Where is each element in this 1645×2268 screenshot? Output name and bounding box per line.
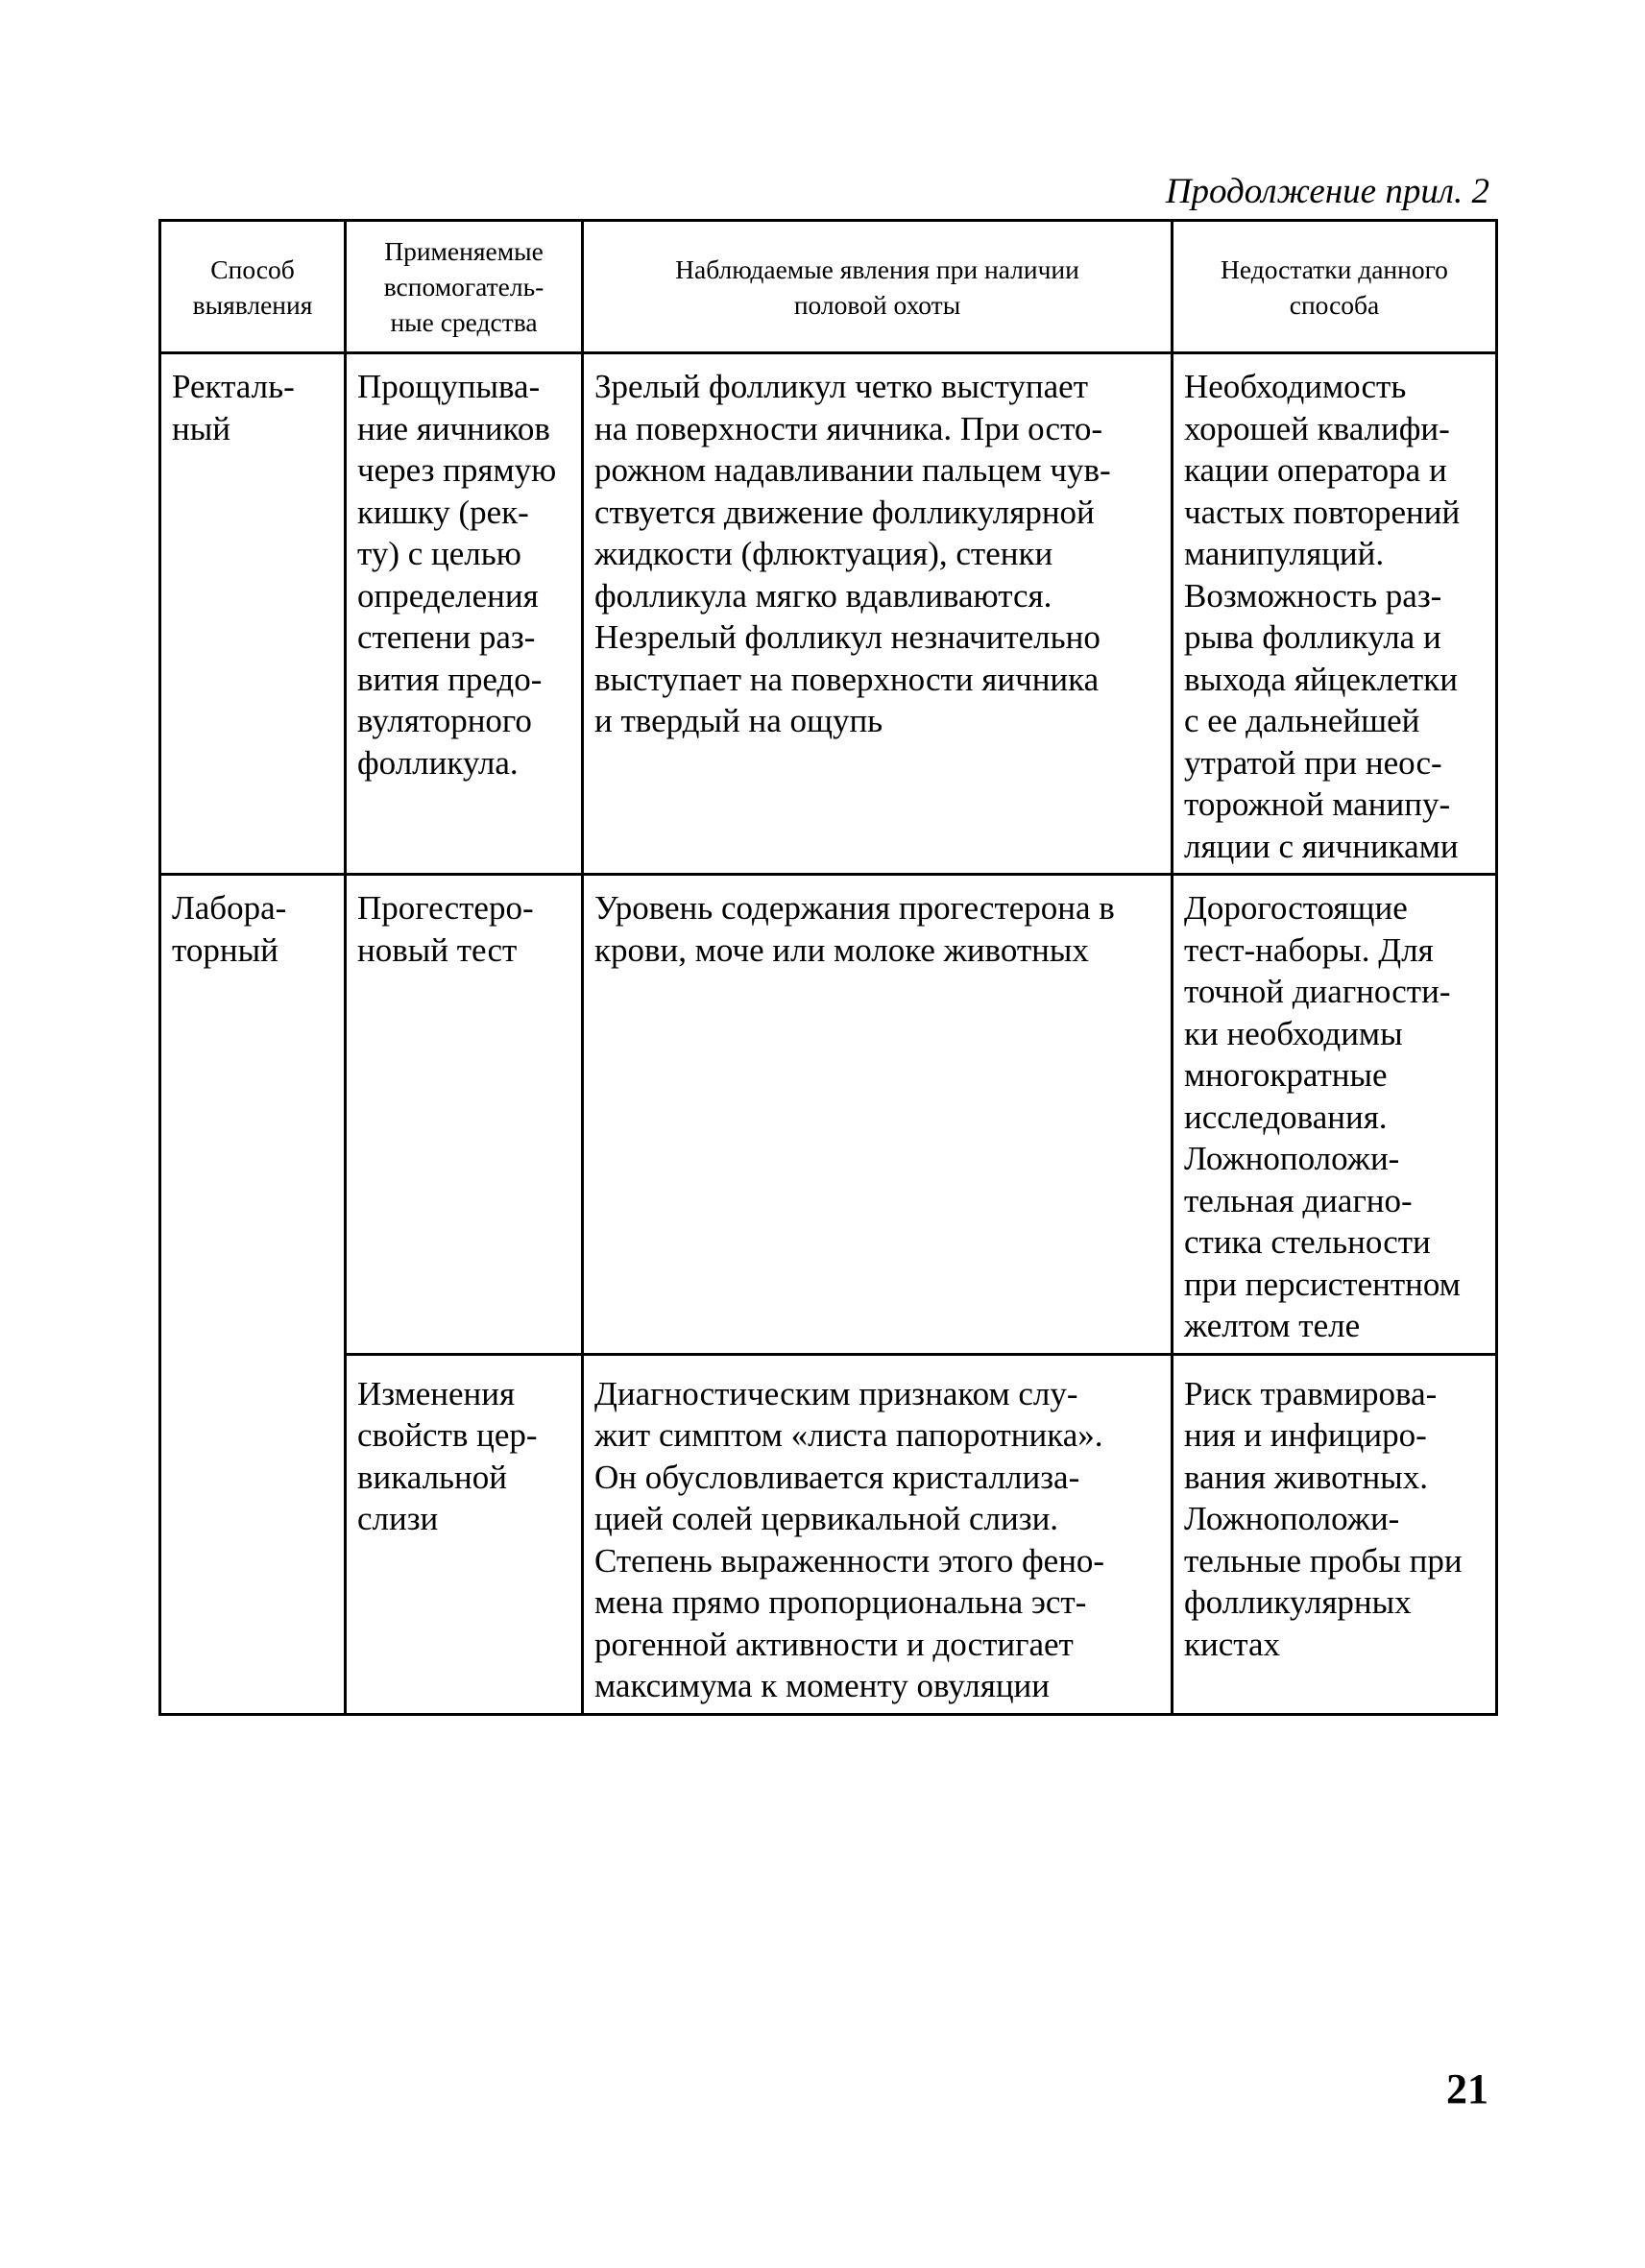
cell-text-line: фолликула мягко вдавливаются. bbox=[594, 576, 1052, 615]
cell-text-line: тельные пробы при bbox=[1184, 1541, 1463, 1580]
cell-text-line: фолликулярных bbox=[1184, 1583, 1412, 1621]
cell-text-line: фолликула. bbox=[357, 743, 519, 782]
cell-text-line: тест-наборы. Для bbox=[1184, 930, 1434, 969]
detection-methods-table bbox=[158, 219, 1498, 1716]
cell-text-line: кации оператора и bbox=[1184, 451, 1447, 489]
cell-text-line: и твердый на ощупь bbox=[594, 702, 883, 739]
header-method bbox=[160, 221, 346, 353]
cell-text-line: способа bbox=[1289, 289, 1380, 320]
cell-text-line: Способ bbox=[210, 253, 295, 284]
cell-text-line: торный bbox=[172, 930, 278, 969]
cell-text-line: Зрелый фолликул четко выступает bbox=[594, 368, 1089, 405]
header-drawbacks bbox=[1173, 221, 1497, 353]
cell-phenomena-cervical bbox=[583, 1354, 1173, 1714]
cell-means-progesterone bbox=[346, 875, 583, 1355]
cell-text-line: тельная диагно- bbox=[1184, 1181, 1413, 1219]
cell-text-line: Применяемые bbox=[384, 236, 544, 266]
cell-text-line: Диагностическим признаком слу- bbox=[594, 1374, 1078, 1412]
cell-text-line: частых повторений bbox=[1184, 493, 1461, 531]
cell-text-line: с ее дальнейшей bbox=[1184, 702, 1420, 739]
cell-drawbacks-progesterone bbox=[1173, 875, 1497, 1355]
cell-text-line: кистах bbox=[1184, 1625, 1281, 1663]
cell-text-line: определения bbox=[357, 576, 539, 615]
cell-text-line: жит симптом «листа папоротника». bbox=[594, 1416, 1103, 1454]
cell-text-line: Ложноположи- bbox=[1184, 1500, 1400, 1537]
cell-text-line: выступает на поверхности яичника bbox=[594, 660, 1100, 698]
cell-text-line: Незрелый фолликул незначительно bbox=[594, 618, 1101, 656]
cell-text-line: ляции с яичниками bbox=[1184, 827, 1459, 865]
header-phenomena bbox=[583, 221, 1173, 353]
cell-text-line: мена прямо пропорциональна эст- bbox=[594, 1583, 1087, 1621]
cell-text-line: Прогестеро- bbox=[357, 889, 534, 927]
cell-text-line: на поверхности яичника. При осто- bbox=[594, 409, 1103, 447]
cell-text-line: через прямую bbox=[357, 451, 557, 489]
cell-text-line: жидкости (флюктуация), стенки bbox=[594, 535, 1053, 572]
cell-text-line: точной диагности- bbox=[1184, 973, 1451, 1010]
cell-text-line: цией солей цервикальной слизи. bbox=[594, 1500, 1059, 1537]
cell-text-line: кишку (рек- bbox=[357, 493, 529, 531]
page-number: 21 bbox=[1446, 2065, 1488, 2112]
cell-text-line: крови, моче или молоке животных bbox=[594, 930, 1089, 969]
cell-text-line: манипуляций. bbox=[1184, 535, 1385, 572]
cell-means-cervical bbox=[346, 1354, 583, 1714]
cell-text-line: выхода яйцеклетки bbox=[1184, 660, 1458, 698]
table-row bbox=[160, 875, 1497, 1355]
cell-text-line: ния и инфициро- bbox=[1184, 1416, 1427, 1454]
table-header-row bbox=[160, 221, 1497, 353]
cell-text-line: ный bbox=[172, 409, 230, 447]
cell-text-line: ные средства bbox=[390, 307, 538, 337]
cell-text-line: половой охоты bbox=[793, 289, 961, 320]
cell-text-line: при персистентном bbox=[1184, 1265, 1461, 1303]
cell-text-line: Риск травмирова- bbox=[1184, 1374, 1438, 1412]
cell-text-line: рогенной активности и достигает bbox=[594, 1625, 1074, 1663]
cell-text-line: слизи bbox=[357, 1500, 439, 1537]
cell-text-line: рожном надавливании пальцем чув- bbox=[594, 451, 1111, 489]
cell-text-line: степени раз- bbox=[357, 618, 536, 656]
cell-phenomena-progesterone bbox=[583, 875, 1173, 1355]
table-row bbox=[160, 1354, 1497, 1714]
cell-text-line: вспомогатель- bbox=[383, 272, 544, 302]
cell-method-rectal bbox=[160, 353, 346, 875]
cell-text-line: рыва фолликула и bbox=[1184, 618, 1441, 656]
cell-text-line: выявления bbox=[192, 289, 313, 320]
cell-text-line: викальной bbox=[357, 1458, 507, 1496]
cell-text-line: Наблюдаемые явления при наличии bbox=[675, 253, 1079, 284]
cell-text-line: стика стельности bbox=[1184, 1223, 1431, 1261]
cell-text-line: Лабора- bbox=[172, 889, 287, 927]
cell-drawbacks-rectal bbox=[1173, 353, 1497, 875]
cell-text-line: Он обусловливается кристаллиза- bbox=[594, 1458, 1080, 1496]
cell-text-line: желтом теле bbox=[1184, 1307, 1361, 1344]
cell-text-line: Ложноположи- bbox=[1184, 1140, 1400, 1177]
cell-text-line: максимума к моменту овуляции bbox=[594, 1667, 1051, 1704]
cell-text-line: вания животных. bbox=[1184, 1458, 1428, 1496]
cell-text-line: хорошей квалифи- bbox=[1184, 409, 1450, 447]
cell-text-line: Необходимость bbox=[1184, 368, 1407, 405]
cell-text-line: ки необходимы bbox=[1184, 1014, 1403, 1052]
header-means bbox=[346, 221, 583, 353]
cell-text-line: Возможность раз- bbox=[1184, 576, 1442, 615]
cell-means-rectal bbox=[346, 353, 583, 875]
cell-text-line: утратой при неос- bbox=[1184, 743, 1442, 782]
cell-text-line: многократные bbox=[1184, 1056, 1388, 1094]
cell-text-line: ствуется движение фолликулярной bbox=[594, 493, 1095, 531]
table-row bbox=[160, 353, 1497, 875]
cell-text-line: Степень выраженности этого фено- bbox=[594, 1541, 1105, 1580]
cell-text-line: Изменения bbox=[357, 1374, 516, 1412]
cell-text-line: торожной манипу- bbox=[1184, 785, 1451, 823]
cell-drawbacks-cervical bbox=[1173, 1354, 1497, 1714]
cell-text-line: вуляторного bbox=[357, 702, 532, 739]
cell-text-line: Прощупыва- bbox=[357, 368, 541, 405]
cell-text-line: ту) с целью bbox=[357, 535, 521, 572]
cell-text-line: Недостатки данного bbox=[1221, 253, 1448, 284]
cell-text-line: Дорогостоящие bbox=[1184, 889, 1408, 927]
cell-text-line: Уровень содержания прогестерона в bbox=[594, 889, 1115, 927]
cell-text-line: новый тест bbox=[357, 930, 518, 969]
cell-method-laboratory bbox=[160, 875, 346, 1715]
continuation-label: Продолжение прил. 2 bbox=[1165, 172, 1489, 211]
cell-text-line: вития предо- bbox=[357, 660, 543, 698]
cell-text-line: свойств цер- bbox=[357, 1416, 538, 1454]
cell-phenomena-rectal bbox=[583, 353, 1173, 875]
cell-text-line: исследования. bbox=[1184, 1098, 1388, 1136]
cell-text-line: ние яичников bbox=[357, 409, 550, 447]
cell-text-line: Ректаль- bbox=[172, 368, 295, 405]
